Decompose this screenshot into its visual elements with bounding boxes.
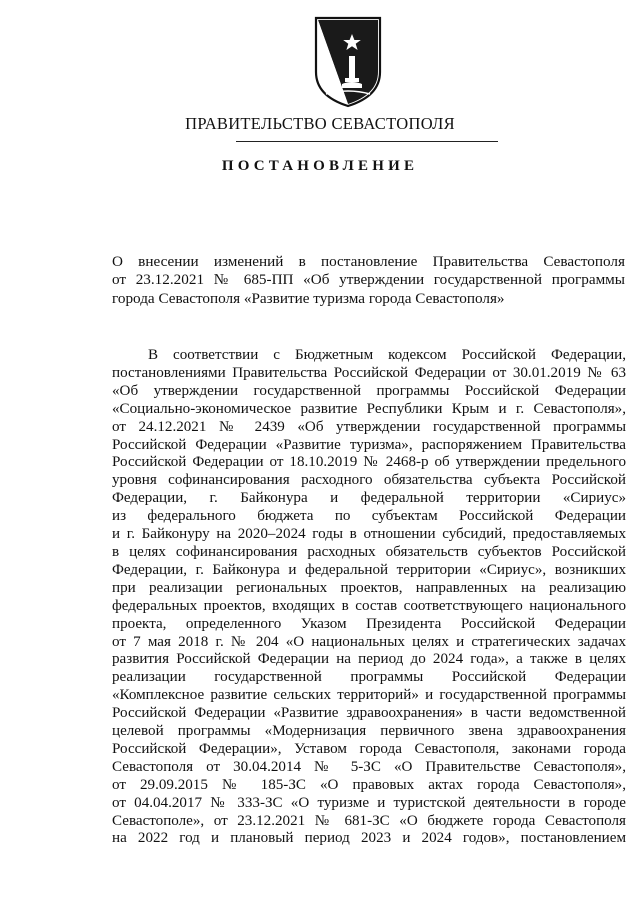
document-type: ПОСТАНОВЛЕНИЕ bbox=[221, 158, 419, 174]
body-line: в целях софинансирования расходных обязательств субъектов Российской bbox=[112, 543, 626, 560]
body-line: целевой программы «Модернизация первичного звена здравоохранения bbox=[112, 723, 626, 740]
body-line: от 24.12.2021 № 2439 «Об утверждении государственной программы bbox=[112, 418, 626, 435]
body-line: и г. Байконуру на 2020–2024 годы в отношении субсидий, предоставляемых bbox=[112, 526, 626, 543]
body-line: уровня софинансирования расходного обязательства субъекта Российской bbox=[112, 472, 626, 489]
header-divider bbox=[236, 141, 498, 142]
body-line: при реализации региональных проектов, направленных на реализацию bbox=[112, 579, 626, 596]
body-line: на 2022 год и плановый период 2023 и 2024 годов», постановлением bbox=[112, 830, 626, 847]
government-name: ПРАВИТЕЛЬСТВО СЕВАСТОПОЛЯ bbox=[185, 114, 455, 133]
body-line: Федерации, г. Байконура и федеральной территории «Сириус» bbox=[112, 490, 626, 507]
body-line: развития Российской Федерации на период до 2024 года», а также в целях bbox=[112, 651, 626, 668]
coat-of-arms-icon bbox=[312, 14, 384, 108]
body-line: от 29.09.2015 № 185-ЗС «О правовых актах города Севастополя», bbox=[112, 776, 626, 793]
body-line: «Социально-экономическое развитие Республики Крым и г. Севастополя», bbox=[112, 400, 626, 417]
body-line: Российской Федерации», Уставом города Севастополя, законами города bbox=[112, 740, 626, 757]
body-line: Федерации, г. Байконура и федеральной территории «Сириус», возникших bbox=[112, 561, 626, 578]
body-line: от 04.04.2017 № 333-ЗС «О туризме и туристской деятельности в городе bbox=[112, 794, 626, 811]
subject-line: от 23.12.2021 № 685-ПП «Об утверждении государственной программы bbox=[112, 271, 625, 289]
body-line: В соответствии с Бюджетным кодексом Российской Федерации, bbox=[148, 347, 626, 363]
body-line: «Комплексное развитие сельских территорий» и государственной программы bbox=[112, 687, 626, 704]
body-line: проекта, определенного Указом Президента Российской Федерации bbox=[112, 615, 626, 632]
body-line: Севастополя от 30.04.2014 № 5-ЗС «О Правительстве Севастополя», bbox=[112, 758, 626, 775]
body-line: Севастополе», от 23.12.2021 № 681-ЗС «О бюджете города Севастополя bbox=[112, 812, 626, 829]
body-line: из федерального бюджета по субъектам Российской Федерации bbox=[112, 508, 626, 525]
body-line: реализации государственной программы Российской Федерации bbox=[112, 669, 626, 686]
document-subject bbox=[112, 253, 625, 308]
body-line: Российской Федерации «Развитие туризма», распоряжением Правительства bbox=[112, 436, 626, 453]
body-line: федеральных проектов, входящих в состав соответствующего национального bbox=[112, 597, 626, 614]
subject-line: города Севастополя «Развитие туризма города Севастополя» bbox=[112, 289, 505, 307]
body-line: Российской Федерации от 18.10.2019 № 2468-р об утверждении предельного bbox=[112, 454, 626, 471]
body-line: от 7 мая 2018 г. № 204 «О национальных целях и стратегических задачах bbox=[112, 633, 626, 650]
document-body bbox=[112, 347, 626, 848]
body-line: «Об утверждении государственной программы Российской Федерации bbox=[112, 382, 626, 399]
subject-line: О внесении изменений в постановление Правительства Севастополя bbox=[112, 253, 625, 270]
body-line: постановлениями Правительства Российской Федерации от 30.01.2019 № 63 bbox=[112, 364, 626, 381]
body-line: Российской Федерации «Развитие здравоохранения» в части ведомственной bbox=[112, 705, 626, 722]
